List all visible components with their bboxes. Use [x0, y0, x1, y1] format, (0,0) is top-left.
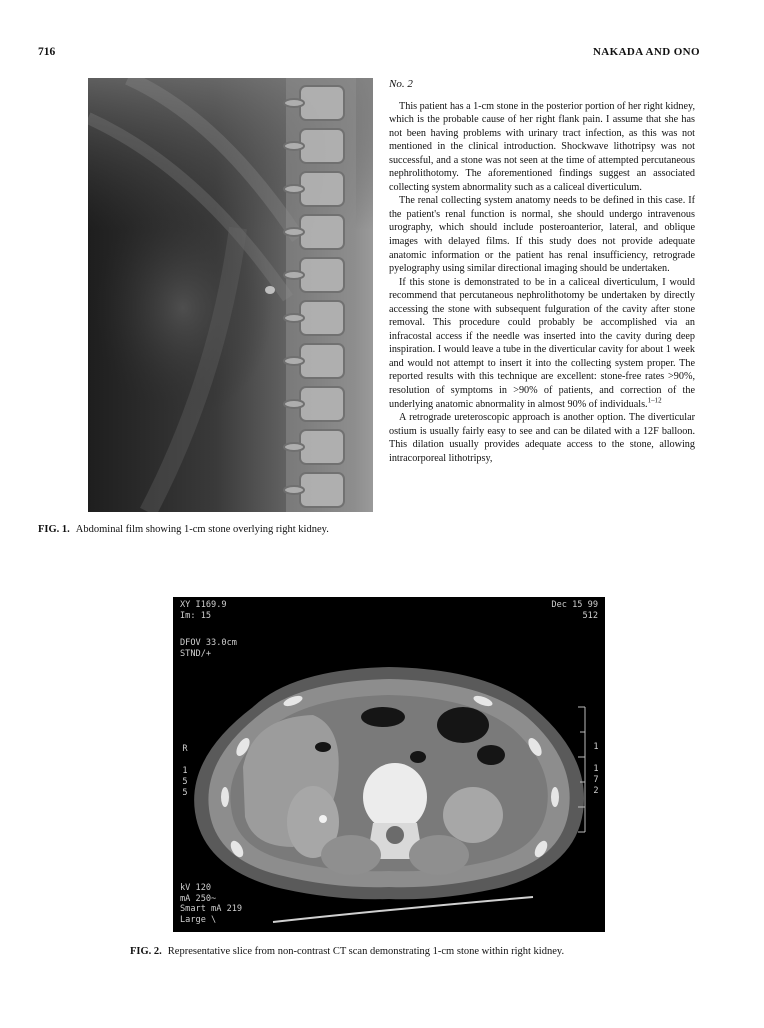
- ct-right-char: 2: [593, 786, 599, 796]
- ct-left-char: 5: [182, 788, 188, 798]
- ct-overlay-right-vertical: [591, 742, 601, 797]
- paragraph-2: The renal collecting system anatomy needs to be defined in this case. If the patient's renal function is normal, she should undergo intravenous urography, which should include posteroanterior, lateral, and oblique images with delayed films. If this study does not provide adequate anatomic information or the patient has renal insufficiency, retrograde pyelography using similar directional imaging should be undertaken.: [389, 195, 695, 275]
- paragraph-1: This patient has a 1-cm stone in the posterior portion of her right kidney, which is the probable cause of her right flank pain. I assume that she has not been having problems with urinary tract infection, as this was not mentioned in the clinical introduction. Shockwave lithotripsy was not successful, and a stone was not seen at the time of attempted percutaneous nephrolithotomy. The aforementioned findings suggest an associated collecting system abnormality such as a caliceal diverticulum.: [389, 100, 695, 193]
- paragraph-3-text: If this stone is demonstrated to be in a caliceal diverticulum, I would recommend that percutaneous nephrolithotomy be undertaken by directly accessing the stone with subsequent fulguration of the cavity after stone removal. This procedure could probably be accomplished via an infracostal access if the needle was inserted into the cavity during deep inspiration. I would leave a tube in the diverticular cavity for about 1 week and would not attempt to insert it into the collecting system proper. The reported results with this technique are excellent: stone-free rates >90%, resolution of symptoms in >90% of patients, and correction of the underlying anatomic abnormality in almost 90% of individuals.: [389, 276, 695, 410]
- figure-2-caption: [130, 946, 690, 957]
- ct-right-char: 1: [593, 742, 599, 752]
- ct-overlay-left-vertical: [180, 744, 190, 799]
- ct-overlay-top-left-2: DFOV 33.0cm STND/+: [180, 638, 237, 659]
- article-text-column: [389, 78, 695, 465]
- kidney-stone-marker: [265, 286, 275, 294]
- reference-superscript: 1–12: [647, 396, 662, 405]
- running-head: NAKADA AND ONO: [592, 46, 700, 58]
- ct-right-char: 7: [593, 775, 599, 785]
- ct-left-char: 5: [182, 777, 188, 787]
- ct-left-char: 1: [182, 766, 188, 776]
- ct-right-char: [591, 753, 601, 764]
- figure-1-caption-text: Abdominal film showing 1-cm stone overlying right kidney.: [75, 524, 329, 535]
- section-subhead: No. 2: [389, 78, 413, 90]
- ct-overlay-top-right: Dec 15 99 512: [551, 600, 598, 621]
- figure-2-caption-text: Representative slice from non-contrast CT scan demonstrating 1-cm stone within right kidney.: [167, 946, 565, 957]
- ct-left-char: R: [182, 744, 188, 754]
- paragraph-4: A retrograde ureteroscopic approach is another option. The diverticular ostium is usually fairly easy to see and can be dilated with a 12F balloon. This dilation usually provides adequate access to the stone, allowing intracorporeal lithotripsy,: [389, 412, 695, 464]
- ct-stone-marker: [319, 815, 327, 823]
- ct-left-char: [180, 755, 190, 766]
- figure-1-xray-image: [88, 78, 373, 512]
- ct-overlay-bottom-left: kV 120 mA 250~ Smart mA 219 Large \: [180, 883, 243, 925]
- figure-2-ct-image: [173, 597, 605, 932]
- ct-overlay-top-left: XY I169.9 Im: 15: [180, 600, 227, 621]
- figure-1-caption: [38, 523, 374, 538]
- ct-right-char: 1: [593, 764, 599, 774]
- figure-1-label: FIG. 1.: [38, 524, 70, 535]
- paragraph-3: [389, 276, 695, 411]
- page-number: 716: [38, 46, 56, 58]
- figure-2-label: FIG. 2.: [130, 946, 162, 957]
